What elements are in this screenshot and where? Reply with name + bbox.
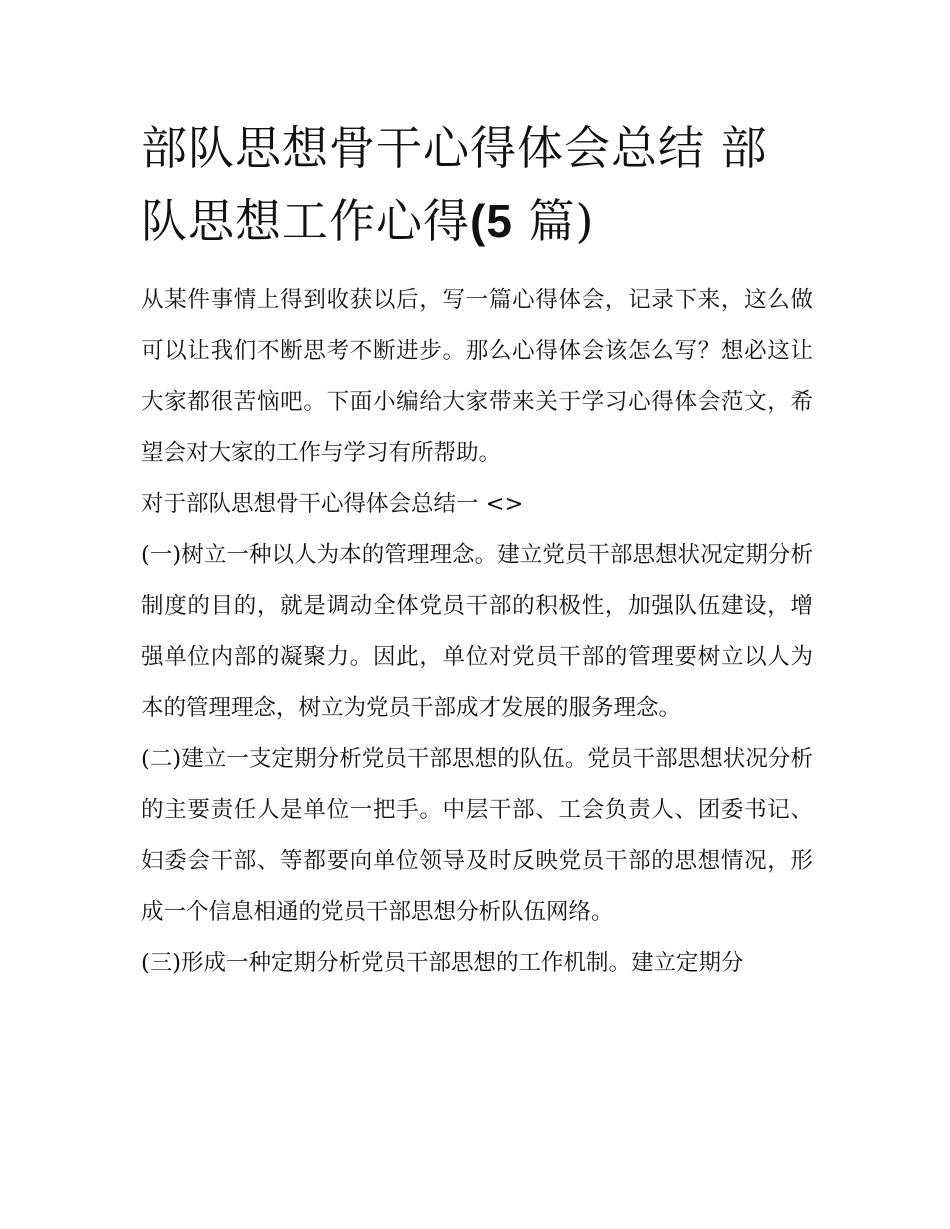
document-title bbox=[141, 112, 813, 258]
document-body bbox=[141, 275, 813, 989]
paragraph-item-1: (一)树立一种以人为本的管理理念。建立党员干部思想状况定期分析制度的目的，就是调动全体党员干部的积极性，加强队伍建设，增强单位内部的凝聚力。因此，单位对党员干部的管理要树立以人为本的管理理念，树立为党员干部成才发展的服务理念。 bbox=[141, 542, 813, 721]
title-suffix: 篇) bbox=[512, 194, 595, 248]
title-text: 部队思想骨干心得体会总结 部队思想工作心得 bbox=[141, 121, 768, 248]
title-count: (5 bbox=[470, 195, 513, 247]
paragraph-item-2: (二)建立一支定期分析党员干部思想的队伍。党员干部思想状况分析的主要责任人是单位一把手。中层干部、工会负责人、团委书记、妇委会干部、等都要向单位领导及时反映党员干部的思想情况，形成一个信息相通的党员干部思想分析队伍网络。 bbox=[141, 746, 813, 925]
intro-paragraph: 从某件事情上得到收获以后，写一篇心得体会，记录下来，这么做可以让我们不断思考不断进步。那么心得体会该怎么写？想必这让大家都很苦恼吧。下面小编给大家带来关于学习心得体会范文，希望会对大家的工作与学习有所帮助。 bbox=[141, 287, 813, 466]
document-content bbox=[141, 112, 813, 989]
section-heading: 对于部队思想骨干心得体会总结一 <> bbox=[141, 491, 524, 517]
paragraph-item-3: (三)形成一种定期分析党员干部思想的工作机制。建立定期分 bbox=[141, 950, 744, 976]
